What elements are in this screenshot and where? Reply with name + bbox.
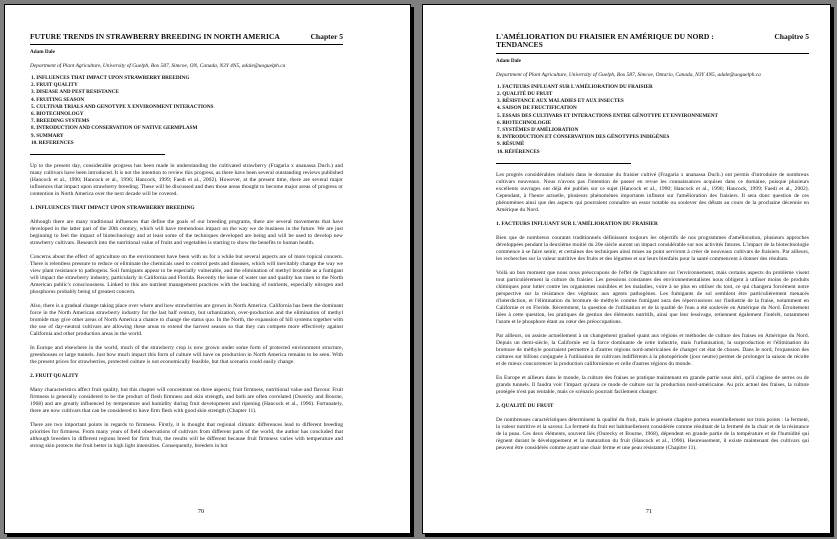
paragraph: Par ailleurs, on assiste actuellement à un changement graduel quant aux régions et méthodes de culture des fraises en Amérique du Nord. Depuis un demi-siècle, la Californie est la force dominante de cette industrie, mais l'urbanisation, la surproduction et l'élimination du bromure de méthyle pourraient permettre à d'autres régions nord-américaines de changer cet état de choses. Dans le nord, l'expansion des cultures sur billons conjuguée à l'utilisation de cultivars indifférents à la photopériode (jour neutre) permet de prolonger la saison de récolte et de mieux concurrencer la production californienne et celle d'autres régions du monde. (496, 332, 809, 367)
toc-item: 6. BIOTECHNOLOGIE (497, 119, 552, 126)
toc-item: 4. SAISON DE FRUCTIFICATION (497, 105, 577, 112)
paragraph: Also, there is a gradual change taking place over where and how strawberries are grown in North America. California has been the dominant force in the North American strawberry industry for the last half century, but urbanization, over-production and the elimination of methyl bromide may give other areas of North America a chance to change the status quo. In the North, the expansion of hill systems together with the use of day-neutral cultivars are allowing these areas to extend the harvest season so that they can compete more effectively against California and other production areas in the world. (30, 303, 343, 338)
paragraph: De nombreuses caractéristiques déterminent la qualité du fruit, mais le présent chapitre portera essentiellement sur trois points : la fermeté, la valeur nutritive et la saveur. La fermeté du fruit est habituellement considérée comme résultant de la fermeté de la chair et de la résistance de la peau. Ces deux éléments, souvent liés (Ourecky et Bourne, 1968), dépendent en grande partie de la température et de l'humidité qui règnent durant le développement et la maturation du fruit (Hancock et al., 1996). Heureusement, il existe maintenant des cultivars qui peuvent être considérés comme ayant une chair ferme et une peau résistante (Chapitre 11). (496, 416, 809, 451)
page-number: 70 (197, 508, 205, 515)
toc-item: 8. INTRODUCTION AND CONSERVATION OF NATIVE GERMPLASM (31, 125, 198, 132)
chapter-title: FUTURE TRENDS IN STRAWBERRY BREEDING IN NORTH AMERICA (30, 32, 280, 41)
toc-item: 2. QUALITÉ DU FRUIT (497, 91, 553, 98)
toc-item: 9. RÉSUMÉ (497, 141, 525, 148)
page-content (496, 5, 809, 459)
author: Adam Dale (30, 49, 55, 55)
paragraph: En Europe et ailleurs dans le monde, la culture des fraises se pratique maintenant en grande partie sous abri, qu'il s'agisse de serres ou de grands tunnels. Il faudra voir l'impact qu'aura ce mode de culture sur la production nord-américaine. Au prix actuel des fraises, la culture protégée n'est pas rentable, mais ce scénario pourrait facilement changer. (496, 374, 809, 395)
toc-item: 2. FRUIT QUALITY (31, 82, 78, 89)
paragraph: There are two important points in regards to firmness. Firstly, it is thought that regional climatic differences lead to different breeding priorities for firmness. From many years of field observations of cultivars from different parts of the world, the author has concluded that although breeders in different regions breed for firm fruit, the results will be different because fruit firmness varies with temperature and strong skin protects the fruit better in high light intensities. Consequently, breeders in hot (30, 422, 343, 450)
toc-item: 1. FACTEURS INFLUANT SUR L'AMÉLIORATION DU FRAISIER (497, 83, 653, 90)
toc-item: 3. DISEASE AND PEST RESISTANCE (31, 89, 119, 96)
chapter-header (496, 33, 809, 50)
chapter-title: L'AMÉLIORATION DU FRAISIER EN AMÉRIQUE DU NORD : TENDANCES (496, 32, 714, 50)
paragraph: Voilà un bon moment que nous nous préoccupons de l'effet de l'agriculture sur l'environnement, mais certains aspects du problème visent tout particulièrement la culture du fraisier. Les pressions constantes des environnementalistes nous obligent à utiliser moins de produits chimiques pour lutter contre les organismes nuisibles et les maladies, voire à ne plus en utiliser du tout, ce qui changera forcément notre perspective sur la résistance des végétaux aux agents pathogènes. Les fumigants de sol semblent être particulièrement menacés d'interdiction, et l'élimination du bromure de méthyle comme fumigant aura des répercussions sur l'industrie de la fraise, notamment en Californie et en Floride. Récemment, la question de l'utilisation et de la qualité de l'eau a été soulevée en Amérique du Nord. Étroitement liées à cette question, les pratiques de gestion des éléments nutritifs, ainsi que leur lessivage, retiennent également l'intérêt, notamment l'azote et le phosphore étant au cœur des préoccupations. (496, 269, 809, 325)
chapter-header (30, 33, 343, 42)
page-number: 71 (645, 508, 653, 515)
chapter-number: Chapitre 5 (774, 32, 809, 41)
paragraph: Bien que de nombreux courants traditionnels définissent toujours les objectifs de nos programmes d'amélioration, plusieurs approches développées pendant la deuxième moitié du 20e siècle auront un impact considérable sur nos activités futures. L'impact de la biotechnologie commence à se faire sentir, et certaines des techniques ainsi mises au point serviront à créer de nouveaux cultivars de fraisiers. Par ailleurs, les recherches sur la valeur nutritive des fruits et des légumes et sur leurs bienfaits pour la santé commencent à donner des résultats. (496, 234, 809, 262)
chapter-number: Chapter 5 (310, 32, 343, 41)
body-text (30, 163, 343, 450)
paragraph: Many characteristics affect fruit quality, but this chapter will concentrate on three aspects; fruit firmness, nutritional value and flavour. Fruit firmness is generally considered to be the product of flesh firmness and skin strength, and both are often correlated (Ourecky and Bourne, 1968) and are greatly influenced by temperature and humidity during fruit development and ripening (Hancock et al., 1996). Fortunately, there are now cultivars that can be considered to have firm flesh with good skin strength (Chapter 11). (30, 387, 343, 415)
table-of-contents (496, 84, 809, 156)
page-content (30, 5, 343, 457)
toc-item: 4. FRUITING SEASON (31, 96, 85, 103)
toc-item: 5. ESSAIS DES CULTIVARS ET INTERACTIONS ENTRE GÉNOTYPE ET ENVIRONNEMENT (497, 112, 718, 119)
paragraph: Concerns about the effect of agriculture on the environment have been with us for a while but several aspects are of more topical concern. There is relentless pressure to reduce or eliminate the chemicals used to control pests and diseases, which will inevitably change the way we view plant resistance to pathogens. Soil fumigants appear to be especially vulnerable, and the elimination of methyl bromide as a fumigant will impact the strawberry industry, particularly in California and Florida. Recently the issue of water use and quality has risen to the North American public's consciousness. Linked to this are nutrient management practices with the leaching of nutrients, especially nitrogen and phosphorus probably being of greatest concern. (30, 254, 343, 296)
toc-item: 1. INFLUENCES THAT IMPACT UPON STRAWBERRY BREEDING (31, 75, 190, 81)
header-rule (496, 53, 809, 54)
section-heading: 1. INFLUENCES THAT IMPACT UPON STRAWBERRY BREEDING (30, 205, 195, 212)
toc-item: 6. BIOTECHNOLOGY (31, 111, 84, 118)
toc-item: 7. BREEDING SYSTEMS (31, 118, 90, 125)
affiliation: Department of Plant Agriculture, University of Guelph, Box 587, Simcoe, Ontario, Canada, N3Y 4N5, adale@uoguelph.ca (496, 71, 761, 78)
paragraph: In Europe and elsewhere in the world, much of the strawberry crop is now grown under some form of protected environment structure, greenhouses or large tunnels. Just how much impact this form of culture will have on production in North America remains to be seen. With the present prices for strawberries, protected culture is not economically feasible, but that scenario could easily change. (30, 345, 343, 366)
toc-item: 10. RÉFÉRENCES (497, 148, 540, 155)
author: Adam Dale (496, 57, 521, 64)
toc-item: 3. RÉSISTANCE AUX MALADIES ET AUX INSECTES (497, 98, 624, 105)
toc-item: 5. CULTIVAR TRIALS AND GENOTYPE X ENVIRONMENT INTERACTIONS (31, 103, 214, 110)
affiliation: Department of Plant Agriculture, University of Guelph, Box 587, Simcoe, ON, Canada, N3Y 4N5, adale@uoguelph.ca (30, 63, 286, 69)
separator-rule (496, 163, 631, 164)
section-heading: 2. FRUIT QUALITY (30, 373, 79, 380)
intro-paragraph: Les progrès considérables réalisés dans le domaine du fraisier cultivé (Fragaria x ananassa Duch.) ont permis d'introduire de nombreux cultivars nouveaux. Nous n'avons pas l'intention de passer en revue les connaissances acquises dans ce domaine, puisque plusieurs excellents ouvrages ont déjà été publiés sur ce sujet (Hancock et al., 1990; Hancock et al., 1996; Hancock, 1999; Faedi et al., 2002). Cependant, à l'heure actuelle, plusieurs phénomènes importants influent sur l'amélioration des fraisiers. Il sera donc question de ces phénomènes ainsi que des aspects qui pourraient connaître un essor notable ou soulever des débats au cours de la prochaine décennie en Amérique du Nord. (496, 171, 809, 213)
section-heading: 2. QUALITÉ DU FRUIT (496, 402, 554, 409)
page-71 (422, 4, 831, 534)
body-text (496, 172, 809, 452)
table-of-contents (30, 75, 343, 147)
toc-item: 8. INTRODUCTION ET CONSERVATION DES GÉNOTYPES INDIGÈNES (497, 134, 670, 141)
toc-item: 7. SYSTÈMES D'AMÉLIORATION (497, 127, 579, 134)
header-rule (30, 44, 343, 45)
separator-rule (30, 154, 165, 155)
intro-paragraph: Up to the present day, considerable progress has been made in understanding the cultivated strawberry (Fragaria x ananassa Duch.) and many cultivars have been introduced. It is not the intention to review this progress, as there have been several outstanding reviews published (Hancock et al., 1990; Hancock et al., 1996; Hancock, 1999; Faedi et al., 2002). However, at the present time, there are several major influences that impact upon strawberry breeding. These will be discussed and then those areas thought to become major areas of progress or contention in North America over the next decade will be covered. (30, 163, 343, 198)
section-heading: 1. FACTEURS INFLUANT SUR L'AMÉLIORATION DU FRAISIER (496, 220, 658, 227)
paragraph: Although there are many traditional influences that define the goals of our breeding programs, there are several movements that have developed in the latter part of the 20th century, which will have tremendous impact on the way we do business in the future. We are just beginning to feel the impact of biotechnology and at least some of the techniques developed are being and will be used to develop new strawberry cultivars. Research into the nutritional value of fruits and vegetables is starting to show the benefits to human health. (30, 219, 343, 247)
toc-item: 10. REFERENCES (31, 139, 74, 146)
toc-item: 9. SUMMARY (31, 132, 64, 139)
page-70 (4, 4, 411, 534)
